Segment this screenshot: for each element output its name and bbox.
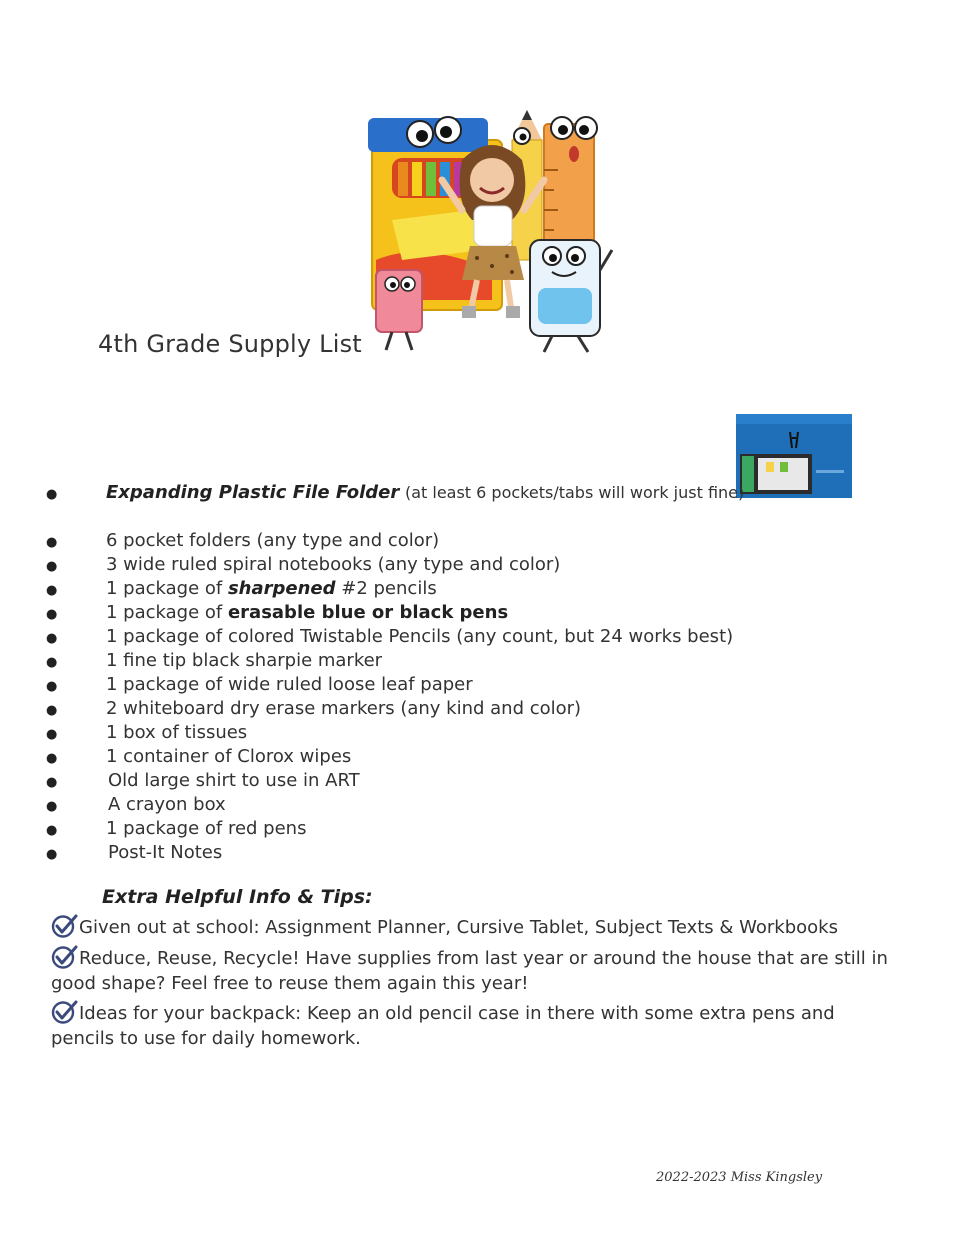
list-item: 1 fine tip black sharpie marker	[106, 650, 383, 671]
list-bullet: ●	[46, 607, 58, 622]
list-bullet: ●	[46, 631, 58, 646]
list-item: 2 whiteboard dry erase markers (any kind and color)	[106, 698, 582, 719]
list-item: Old large shirt to use in ART	[108, 770, 360, 791]
list-bullet: ●	[46, 535, 58, 550]
list-item: 3 wide ruled spiral notebooks (any type and color)	[106, 554, 561, 575]
tip-item	[51, 945, 891, 996]
featured-supply-item	[106, 482, 744, 503]
list-item-emphasis: sharpened	[227, 578, 336, 599]
list-item: 1 container of Clorox wipes	[106, 746, 352, 767]
list-item: 1 package of colored Twistable Pencils (any count, but 24 works best)	[106, 626, 734, 647]
list-item-text: 1 package of	[106, 578, 228, 599]
tips-heading: Extra Helpful Info & Tips:	[102, 886, 373, 908]
list-bullet: ●	[46, 559, 58, 574]
school-supplies-clipart	[362, 100, 614, 358]
page-title: 4th Grade Supply List	[98, 330, 362, 358]
list-item: A crayon box	[108, 794, 226, 815]
list-item-text: #2 pencils	[335, 578, 437, 599]
check-circle-icon	[51, 1000, 78, 1024]
list-bullet: ●	[46, 703, 58, 718]
list-item-text: 1 package of	[106, 602, 228, 623]
list-item: 6 pocket folders (any type and color)	[106, 530, 440, 551]
list-item	[106, 602, 508, 623]
list-bullet: ●	[46, 823, 58, 838]
file-folder-photo	[736, 414, 852, 498]
list-item	[106, 578, 437, 599]
tip-text: Reduce, Reuse, Recycle! Have supplies from last year or around the house that are still in good shape? Feel free to reuse them again this year!	[51, 948, 888, 994]
list-bullet: ●	[46, 799, 58, 814]
footer-credit: 2022-2023 Miss Kingsley	[656, 1170, 823, 1185]
list-bullet: ●	[46, 847, 58, 862]
check-circle-icon	[51, 914, 78, 938]
list-bullet: ●	[46, 487, 58, 502]
list-item: Post-It Notes	[108, 842, 223, 863]
list-item: 1 package of wide ruled loose leaf paper	[106, 674, 473, 695]
eraser-character	[376, 270, 422, 350]
list-bullet: ●	[46, 583, 58, 598]
tip-item	[51, 914, 891, 940]
featured-item-note: (at least 6 pockets/tabs will work just fine)	[404, 483, 745, 502]
tip-text: Given out at school: Assignment Planner, Cursive Tablet, Subject Texts & Workbooks	[79, 917, 838, 938]
tip-item	[51, 1000, 891, 1051]
list-item: 1 package of red pens	[106, 818, 307, 839]
list-bullet: ●	[46, 775, 58, 790]
list-bullet: ●	[46, 655, 58, 670]
tip-text: Ideas for your backpack: Keep an old pencil case in there with some extra pens and pencils to use for daily homework.	[51, 1003, 835, 1049]
glue-character	[530, 240, 612, 352]
list-bullet: ●	[46, 679, 58, 694]
check-circle-icon	[51, 945, 78, 969]
list-bullet: ●	[46, 727, 58, 742]
list-bullet: ●	[46, 751, 58, 766]
list-item-emphasis: erasable blue or black pens	[227, 602, 509, 623]
featured-item-name: Expanding Plastic File Folder	[106, 482, 400, 503]
list-item: 1 box of tissues	[106, 722, 248, 743]
